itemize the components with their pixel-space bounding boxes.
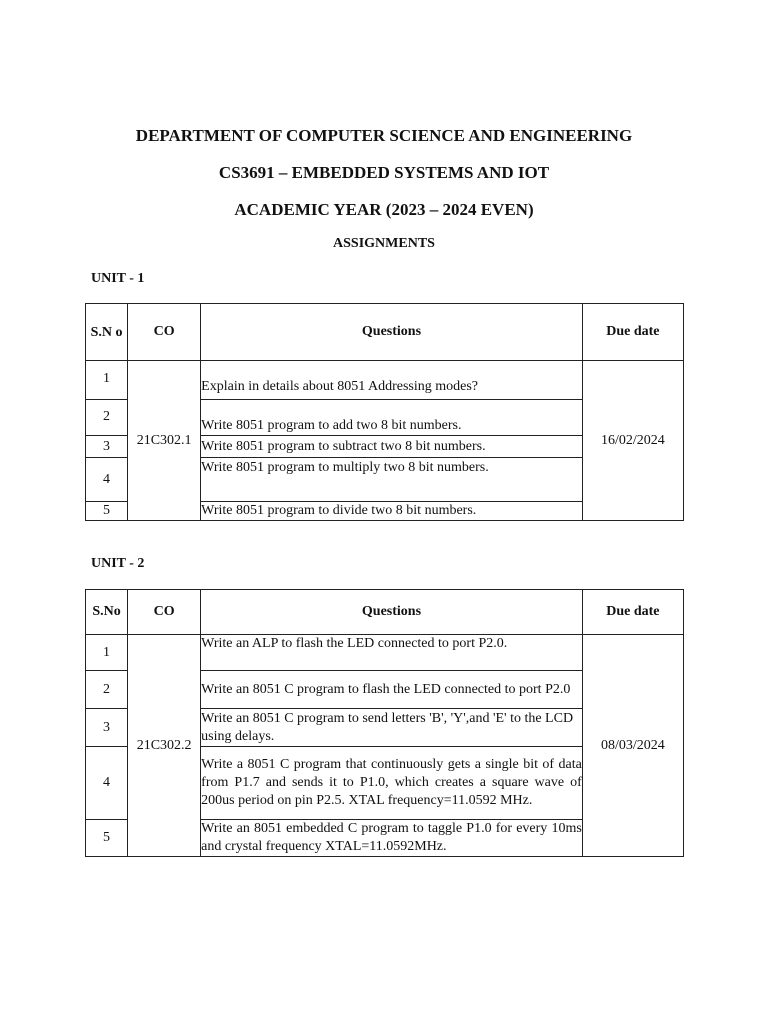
question-cell: Write 8051 program to multiply two 8 bit numbers. bbox=[201, 458, 583, 502]
questions-header: Questions bbox=[201, 590, 583, 635]
department-title: DEPARTMENT OF COMPUTER SCIENCE AND ENGINEERING bbox=[135, 126, 633, 145]
sno-cell: 1 bbox=[86, 361, 128, 400]
sno-cell: 2 bbox=[86, 400, 128, 436]
due-date-header: Due date bbox=[582, 304, 683, 361]
due-date-cell: 16/02/2024 bbox=[582, 361, 683, 521]
table-row bbox=[86, 361, 684, 400]
academic-year-title: ACADEMIC YEAR (2023 – 2024 EVEN) bbox=[234, 200, 534, 219]
sno-cell: 4 bbox=[86, 458, 128, 502]
assignments-heading: ASSIGNMENTS bbox=[333, 236, 435, 251]
unit2-label: UNIT - 2 bbox=[91, 556, 145, 571]
sno-cell: 4 bbox=[86, 747, 128, 820]
question-cell: Explain in details about 8051 Addressing modes? bbox=[201, 361, 583, 400]
table-row bbox=[86, 635, 684, 671]
sno-header: S.N o bbox=[86, 304, 128, 361]
question-cell: Write 8051 program to add two 8 bit numbers. bbox=[201, 400, 583, 436]
due-date-header: Due date bbox=[582, 590, 683, 635]
sno-cell: 1 bbox=[86, 635, 128, 671]
course-title: CS3691 – EMBEDDED SYSTEMS AND IOT bbox=[218, 163, 550, 182]
table-header-row bbox=[86, 590, 684, 635]
sno-cell: 5 bbox=[86, 820, 128, 857]
unit1-table bbox=[85, 303, 684, 521]
sno-cell: 3 bbox=[86, 436, 128, 458]
question-cell: Write an ALP to flash the LED connected to port P2.0. bbox=[201, 635, 583, 671]
question-cell: Write 8051 program to subtract two 8 bit numbers. bbox=[201, 436, 583, 458]
unit1-label: UNIT - 1 bbox=[91, 271, 145, 286]
sno-cell: 3 bbox=[86, 709, 128, 747]
questions-header: Questions bbox=[201, 304, 583, 361]
sno-cell: 5 bbox=[86, 502, 128, 521]
table-header-row bbox=[86, 304, 684, 361]
question-cell: Write 8051 program to divide two 8 bit numbers. bbox=[201, 502, 583, 521]
co-cell: 21C302.1 bbox=[128, 361, 201, 521]
co-header: CO bbox=[128, 304, 201, 361]
question-cell: Write a 8051 C program that continuously gets a single bit of data from P1.7 and sends it to P1.0, which creates a square wave of 200us period on pin P2.5. XTAL frequency=11.0592 MHz. bbox=[201, 747, 583, 820]
question-cell: Write an 8051 C program to flash the LED connected to port P2.0 bbox=[201, 671, 583, 709]
sno-cell: 2 bbox=[86, 671, 128, 709]
due-date-cell: 08/03/2024 bbox=[582, 635, 683, 857]
co-header: CO bbox=[128, 590, 201, 635]
sno-header: S.No bbox=[86, 590, 128, 635]
question-cell: Write an 8051 C program to send letters 'B', 'Y',and 'E' to the LCD using delays. bbox=[201, 709, 583, 747]
question-cell: Write an 8051 embedded C program to taggle P1.0 for every 10ms and crystal frequency XTAL=11.0592MHz. bbox=[201, 820, 583, 857]
co-cell: 21C302.2 bbox=[128, 635, 201, 857]
unit2-table bbox=[85, 589, 684, 857]
